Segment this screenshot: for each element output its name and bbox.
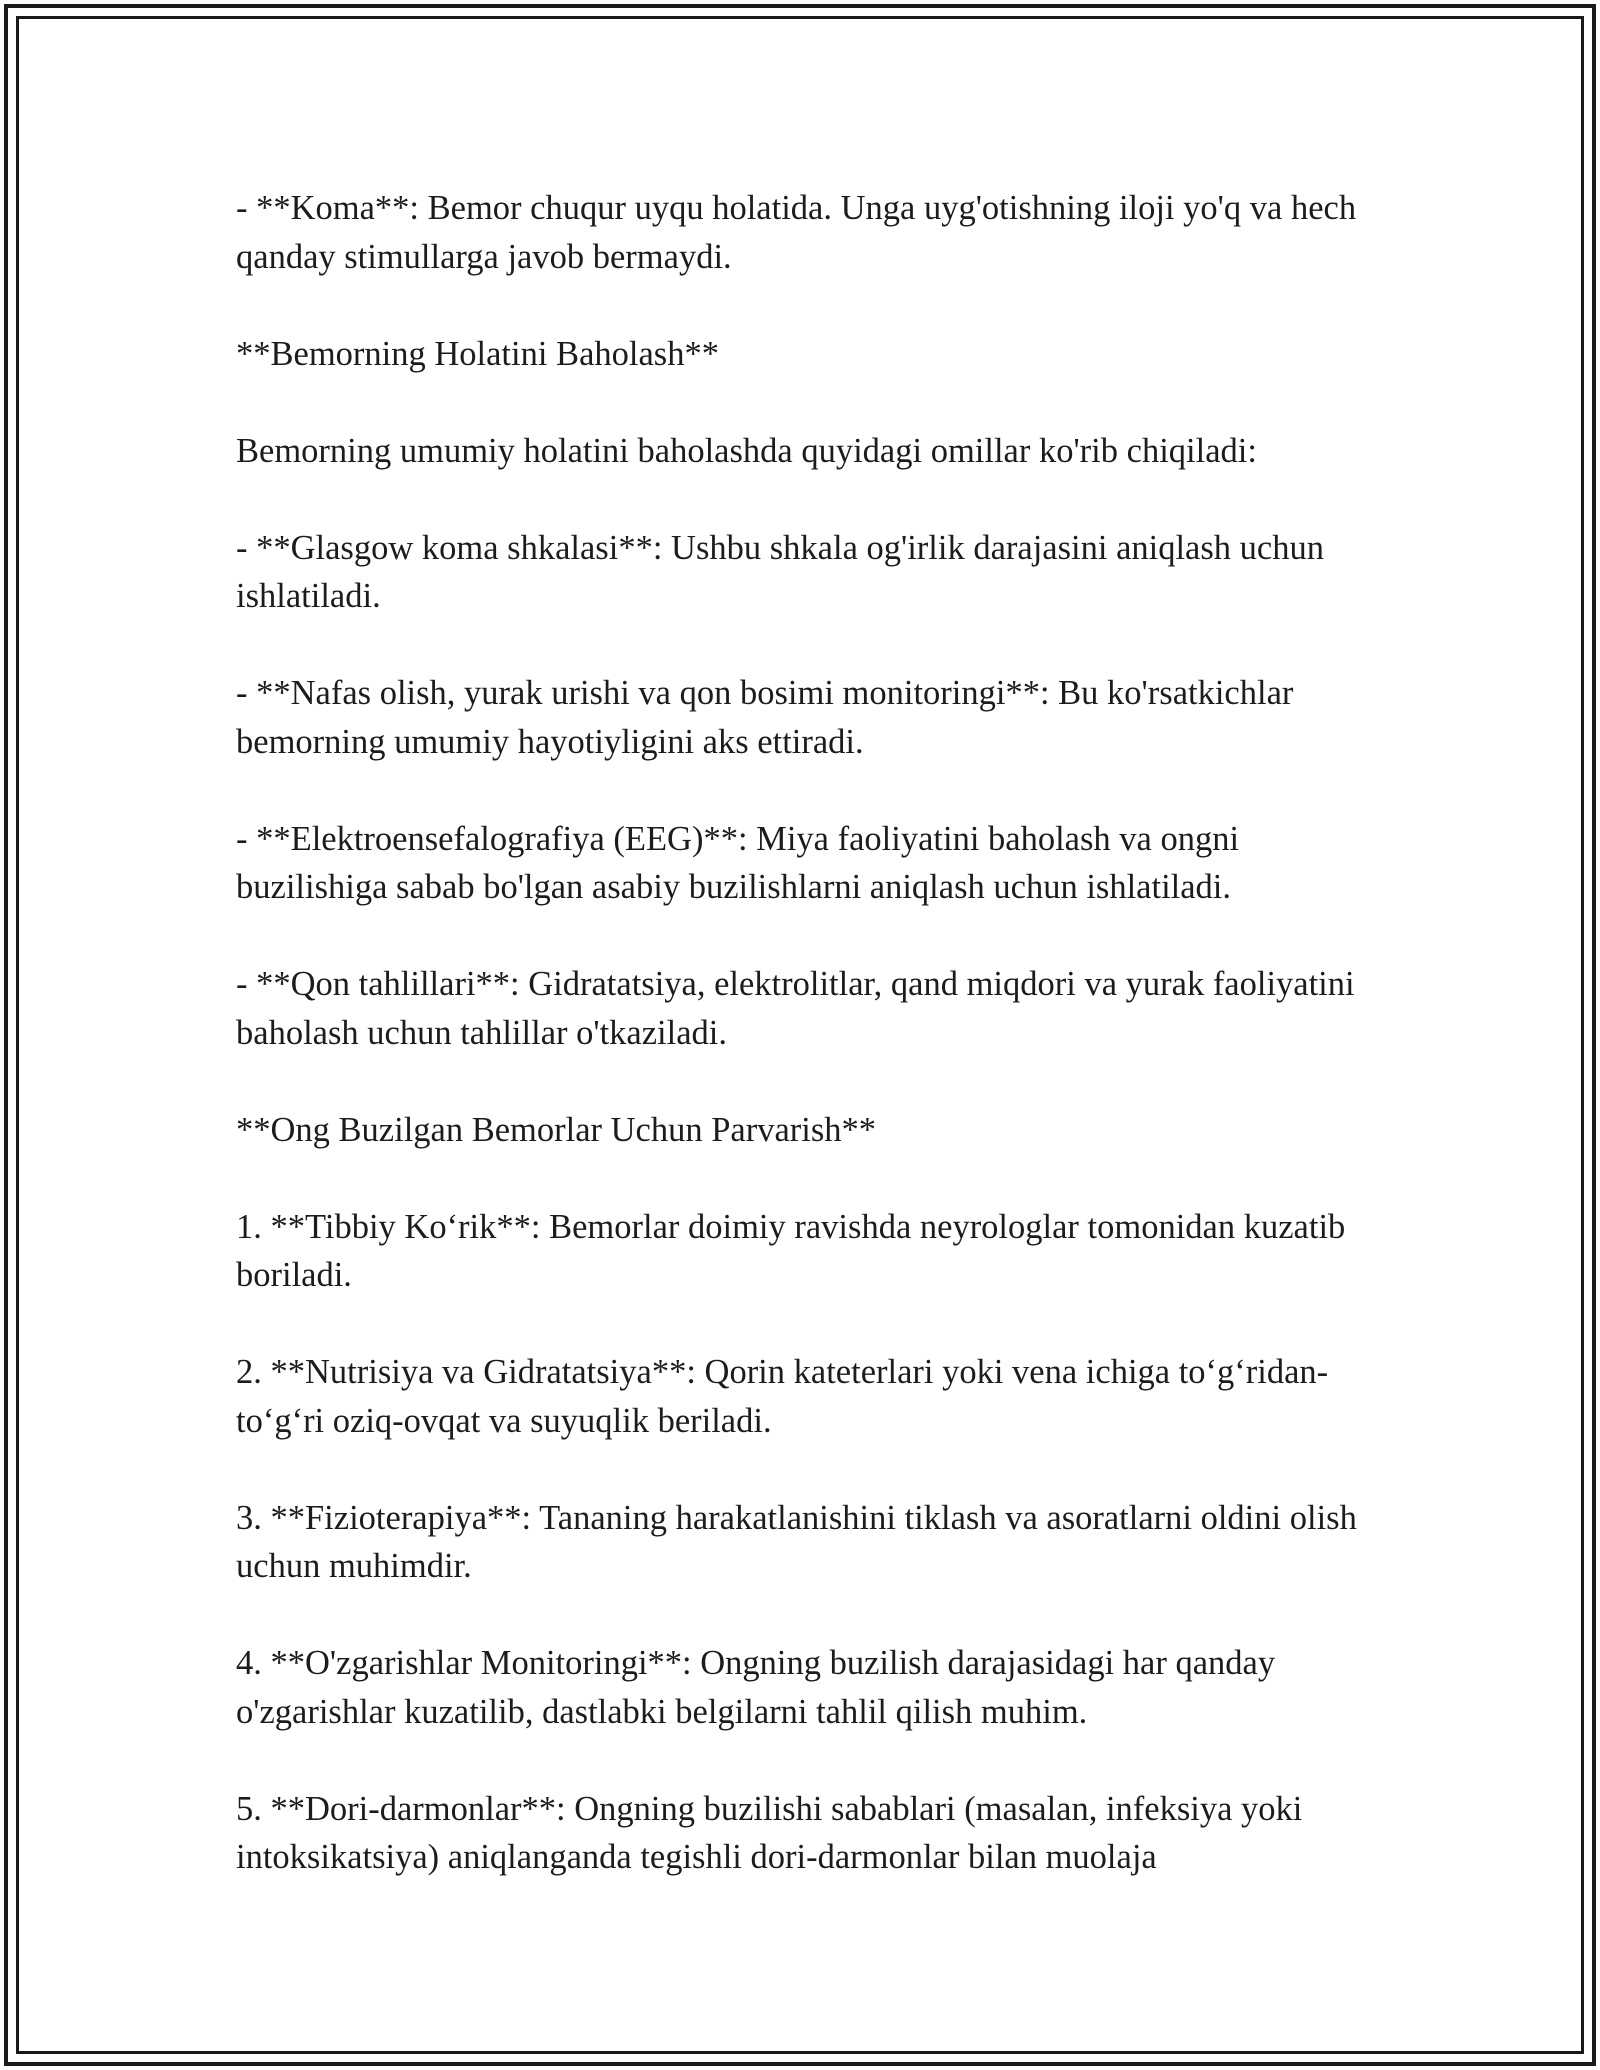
- heading-parvarish: **Ong Buzilgan Bemorlar Uchun Parvarish**: [236, 1110, 877, 1149]
- paragraph-koma: - **Koma**: Bemor chuqur uyqu holatida. Unga uyg'otishning iloji yo'q va hech qanday stimullarga javob bermaydi.: [236, 189, 1357, 276]
- list-item-5: 5. **Dori-darmonlar**: Ongning buzilishi sabablari (masalan, infeksiya yoki intoksikatsiya) aniqlanganda tegishli dori-darmonlar bilan muolaja: [236, 1789, 1303, 1876]
- list-item-3: 3. **Fizioterapiya**: Tananing harakatlanishini tiklash va asoratlarni oldini olish uchun muhimdir.: [236, 1498, 1357, 1585]
- list-item-2: 2. **Nutrisiya va Gidratatsiya**: Qorin kateterlari yoki vena ichiga to‘g‘ridan-to‘g‘ri oziq-ovqat va suyuqlik beriladi.: [236, 1353, 1329, 1440]
- heading-bemorning-holatini-baholash: **Bemorning Holatini Baholash**: [236, 334, 719, 373]
- list-item-1: 1. **Tibbiy Ko‘rik**: Bemorlar doimiy ravishda neyrologlar tomonidan kuzatib boriladi.: [236, 1207, 1346, 1294]
- document-body: [236, 184, 1376, 1882]
- list-item-4: 4. **O'zgarishlar Monitoringi**: Ongning buzilish darajasidagi har qanday o'zgarishlar kuzatilib, dastlabki belgilarni tahlil qilish muhim.: [236, 1644, 1276, 1731]
- paragraph-vitals-monitoring: - **Nafas olish, yurak urishi va qon bosimi monitoringi**: Bu ko'rsatkichlar bemorning umumiy hayotiyligini aks ettiradi.: [236, 674, 1294, 761]
- paragraph-intro-factors: Bemorning umumiy holatini baholashda quyidagi omillar ko'rib chiqiladi:: [236, 431, 1257, 470]
- paragraph-eeg: - **Elektroensefalografiya (EEG)**: Miya faoliyatini baholash va ongni buzilishiga sabab bo'lgan asabiy buzilishlarni aniqlash uchun ishlatiladi.: [236, 819, 1240, 906]
- paragraph-glasgow: - **Glasgow koma shkalasi**: Ushbu shkala og'irlik darajasini aniqlash uchun ishlatiladi.: [236, 528, 1324, 615]
- paragraph-blood-tests: - **Qon tahlillari**: Gidratatsiya, elektrolitlar, qand miqdori va yurak faoliyatini baholash uchun tahlillar o'tkaziladi.: [236, 965, 1355, 1052]
